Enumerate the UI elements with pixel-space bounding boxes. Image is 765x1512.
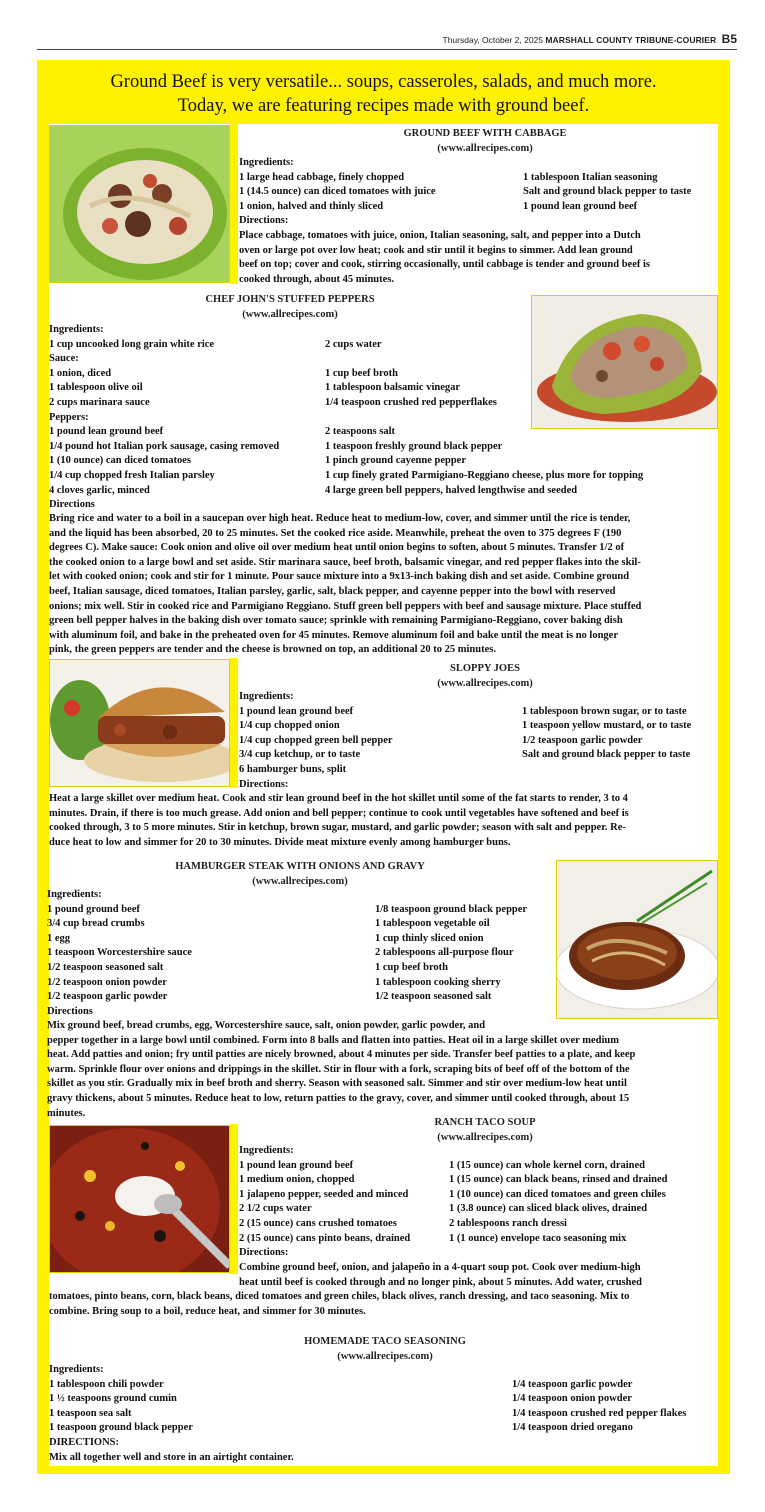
ingredient: 1 tablespoon Italian seasoning xyxy=(523,171,658,183)
recipe6-ingredients-col2 xyxy=(512,1363,686,1436)
ingredient: 1 pound lean ground beef xyxy=(523,200,638,212)
ingredient: 1 pound lean ground beef xyxy=(239,705,354,717)
ingredient xyxy=(325,411,643,426)
ingredient: 1/4 cup chopped green bell pepper xyxy=(239,734,393,746)
ingredient: 1/4 teaspoon dried oregano xyxy=(512,1422,633,1434)
recipe1-ingredients-label: Ingredients: xyxy=(239,157,294,168)
recipe3-source: (www.allrecipes.com) xyxy=(437,678,533,689)
ingredient: 1/4 teaspoon garlic powder xyxy=(512,1378,633,1390)
recipe2-ingredients-col2 xyxy=(325,323,643,498)
ingredient: 1/2 teaspoon seasoned salt xyxy=(47,961,164,973)
ingredient: 1 cup beef broth xyxy=(375,961,449,973)
recipe4-ingredients-col2 xyxy=(375,888,527,1005)
recipe4-source: (www.allrecipes.com) xyxy=(252,876,348,887)
yellow-gutter-1 xyxy=(230,124,238,284)
recipe4-title: HAMBURGER STEAK WITH ONIONS AND GRAVY xyxy=(175,861,425,872)
ingredient: 2 teaspoons salt xyxy=(325,426,396,438)
recipe5-source: (www.allrecipes.com) xyxy=(437,1132,533,1143)
ingredient: 1 cup thinly sliced onion xyxy=(375,932,484,944)
masthead xyxy=(37,32,737,50)
ingredients-label: Ingredients: xyxy=(49,324,104,335)
ingredient: 1 cup beef broth xyxy=(325,367,399,379)
section-label: Sauce: xyxy=(49,353,79,365)
recipe6-header xyxy=(245,1334,525,1364)
recipe2-ingredients-col1 xyxy=(49,323,279,513)
recipe1-directions xyxy=(239,229,650,287)
yellow-band-right xyxy=(718,124,722,1466)
ingredient: 1 (15 ounce) can black beans, rinsed and drained xyxy=(449,1174,668,1186)
ingredient: 1 teaspoon sea salt xyxy=(49,1407,132,1419)
recipe1-header xyxy=(345,126,625,156)
ingredients-label: Ingredients: xyxy=(47,889,102,900)
ingredient: 1 (10 ounce) can diced tomatoes xyxy=(49,455,192,467)
direction-line: gravy thickens, about 5 minutes. Reduce heat to low, return patties to the gravy, cover, and simmer until cooked through, about 15 xyxy=(47,1092,630,1104)
direction-line: cooked through, 3 to 5 more minutes. Stir in ketchup, brown sugar, mustard, and garlic powder; season with salt and pepper. Re- xyxy=(49,822,626,834)
ingredient: 1/2 teaspoon onion powder xyxy=(47,976,167,988)
ingredient: 1 teaspoon Worcestershire sauce xyxy=(47,947,192,959)
recipe5-title: RANCH TACO SOUP xyxy=(434,1117,536,1128)
ingredient xyxy=(375,888,527,903)
direction-line: heat. Add patties and onion; fry until patties are nicely browned, about 4 minutes per side. Transfer beef patties to a plate, and keep xyxy=(47,1049,636,1061)
ingredient: 1 onion, diced xyxy=(49,367,112,379)
direction-line: oven or large pot over low heat; cook and stir until it begins to simmer. Add lean ground xyxy=(239,244,633,256)
ingredient: Salt and ground black pepper to taste xyxy=(523,186,692,198)
direction-line: Mix ground beef, bread crumbs, egg, Worcestershire sauce, salt, onion powder, garlic powder, and xyxy=(47,1020,486,1031)
ingredient: 1 large head cabbage, finely chopped xyxy=(239,171,405,183)
recipe2-source: (www.allrecipes.com) xyxy=(242,309,338,320)
ingredient: 2 (15 ounce) cans crushed tomatoes xyxy=(239,1217,397,1229)
masthead-paper: MARSHALL COUNTY TRIBUNE-COURIER xyxy=(545,35,717,45)
recipe1-ingredients-col1 xyxy=(239,171,436,229)
ingredient: 1 jalapeno pepper, seeded and minced xyxy=(239,1188,409,1200)
ingredient: 1/2 teaspoon garlic powder xyxy=(522,734,643,746)
direction-line: Place cabbage, tomatoes with juice, onion, Italian seasoning, salt, and pepper into a Dutch xyxy=(239,230,641,241)
direction-line: combine. Bring soup to a boil, reduce heat, and simmer for 30 minutes. xyxy=(49,1305,366,1317)
recipe4-ingredients-col1 xyxy=(47,888,192,1019)
ingredient: 1 tablespoon vegetable oil xyxy=(375,918,490,930)
ingredient: 1/4 teaspoon crushed red pepperflakes xyxy=(325,396,497,408)
recipe4-header xyxy=(125,859,475,889)
ingredient: 1/2 teaspoon seasoned salt xyxy=(375,991,492,1003)
recipe3-title: SLOPPY JOES xyxy=(450,663,520,674)
yellow-gutter-3 xyxy=(230,658,238,788)
ingredient: 1 (3.8 ounce) can sliced black olives, drained xyxy=(449,1203,648,1215)
ingredient: 1/8 teaspoon ground black pepper xyxy=(375,903,528,915)
direction-line: beef on top; cover and cook, stirring occasionally, until cabbage is tender and ground beef is xyxy=(239,259,650,271)
directions-label: DIRECTIONS: xyxy=(49,1436,120,1448)
ingredient: 1 tablespoon cooking sherry xyxy=(375,976,501,988)
ingredient: 1 pinch ground cayenne pepper xyxy=(325,455,466,467)
ingredient: 3/4 cup ketchup, or to taste xyxy=(239,749,361,761)
ingredient: 1/4 pound hot Italian pork sausage, casing removed xyxy=(49,440,280,452)
recipe2-title: CHEF JOHN'S STUFFED PEPPERS xyxy=(205,294,375,305)
direction-line: minutes. Drain, if there is too much grease. Add onion and bell pepper; continue to cook until vegetables have softened and beef is xyxy=(49,807,629,819)
recipe1-ingredients-col2 xyxy=(523,171,691,215)
ingredient: 1 teaspoon freshly ground black pepper xyxy=(325,440,503,452)
intro-text xyxy=(45,70,722,118)
recipe3-ingredients-col1 xyxy=(239,690,393,792)
ingredient xyxy=(325,352,643,367)
direction-line: and the liquid has been absorbed, 20 to 25 minutes. Set the cooked rice aside. Meanwhile, preheat the oven to 375 degrees F (190 xyxy=(49,527,622,539)
recipe3-directions xyxy=(49,792,629,850)
section-label: Peppers: xyxy=(49,411,89,423)
ingredient: 1 (14.5 ounce) can diced tomatoes with juice xyxy=(239,186,436,198)
ingredient: 1 onion, halved and thinly sliced xyxy=(239,200,384,212)
ingredient: 2 tablespoons ranch dressi xyxy=(449,1217,567,1229)
ingredient: 1 pound ground beef xyxy=(47,903,140,915)
direction-line: beef, Italian sausage, diced tomatoes, Italian parsley, garlic, salt, black pepper, and cayenne pepper into the bowl with reserved xyxy=(49,585,616,597)
direction-line: the cooked onion to a large bowl and set aside. Stir marinara sauce, beef broth, balsamic vinegar, and red pepper flakes into the skil- xyxy=(49,556,641,568)
ingredients-label: Ingredients: xyxy=(49,1364,104,1375)
yellow-gutter-5 xyxy=(230,1124,238,1274)
masthead-date: Thursday, October 2, 2025 xyxy=(442,35,543,45)
direction-line: heat until beef is cooked through and no longer pink, about 5 minutes. Add water, crushed xyxy=(239,1276,642,1288)
recipe4-directions xyxy=(47,1019,635,1121)
recipe6-title: HOMEMADE TACO SEASONING xyxy=(304,1336,466,1347)
direction-line: minutes. xyxy=(47,1107,86,1119)
intro-line-1: Ground Beef is very versatile... soups, casseroles, salads, and much more. xyxy=(110,72,657,92)
direction-line: pink, the green peppers are tender and the cheese is browned on top, an additional 20 to 25 minutes. xyxy=(49,644,496,656)
taco-soup-photo xyxy=(49,1125,230,1273)
ingredient: 1/4 cup chopped onion xyxy=(239,720,340,732)
ingredient: 1 (15 ounce) can whole kernel corn, drained xyxy=(449,1159,645,1171)
recipe5-directions-b xyxy=(49,1290,629,1319)
ingredients-label: Ingredients: xyxy=(239,1145,294,1156)
ingredient: 1 tablespoon brown sugar, or to taste xyxy=(522,705,687,717)
direction-line: Heat a large skillet over medium heat. Cook and stir lean ground beef in the hot skillet until some of the fat starts to render, 3 to 4 xyxy=(49,793,628,804)
direction-line: warm. Sprinkle flour over onions and drippings in the skillet. Stir in flour with a fork, scraping bits of beef off of the bottom of the xyxy=(47,1063,630,1075)
ingredient: 1 pound lean ground beef xyxy=(49,426,164,438)
directions-label: Directions xyxy=(47,1005,93,1017)
ingredient: 2 1/2 cups water xyxy=(239,1203,312,1215)
recipe3-ingredients-col2 xyxy=(522,690,691,763)
ingredient xyxy=(512,1363,686,1378)
intro-line-2: Today, we are featuring recipes made with ground beef. xyxy=(177,96,590,116)
masthead-page: B5 xyxy=(721,32,737,46)
direction-line: Mix all together well and store in an airtight container. xyxy=(49,1451,294,1463)
recipe6-source: (www.allrecipes.com) xyxy=(337,1351,433,1362)
ingredient xyxy=(522,690,691,705)
ingredient: 3/4 cup bread crumbs xyxy=(47,918,145,930)
direction-line: onions; mix well. Stir in cooked rice and Parmigiano Reggiano. Stuff green bell peppers with beef and sausage mixture. Place stuffed xyxy=(49,600,642,612)
ingredient xyxy=(325,323,643,338)
direction-line: green bell pepper halves in the baking dish over tomato sauce; sprinkle with remaining Parmigiano-Reggiano, cover baking dish xyxy=(49,615,623,627)
recipe1-title: GROUND BEEF WITH CABBAGE xyxy=(403,128,567,139)
ingredients-label: Ingredients: xyxy=(239,691,294,702)
ingredient: 1 tablespoon olive oil xyxy=(49,382,143,394)
ingredient: 1/2 teaspoon garlic powder xyxy=(47,991,168,1003)
ingredient xyxy=(449,1144,668,1159)
ingredient: 1/4 teaspoon onion powder xyxy=(512,1393,632,1405)
ingredient: 6 hamburger buns, split xyxy=(239,763,347,775)
direction-line: with aluminum foil, and bake in the preheated oven for 45 minutes. Remove aluminum foil and bake until the meat is no longer xyxy=(49,629,618,641)
recipe6-ingredients-col1 xyxy=(49,1363,294,1465)
ingredient: 1 tablespoon chili powder xyxy=(49,1378,164,1390)
ingredient: 1/4 teaspoon crushed red pepper flakes xyxy=(512,1407,687,1419)
ingredient: 1 pound lean ground beef xyxy=(239,1159,354,1171)
direction-line: Bring rice and water to a boil in a saucepan over high heat. Reduce heat to medium-low, cover, and simmer until the rice is tender, xyxy=(49,513,631,524)
direction-line: let with cooked onion; cook and stir for 1 minute. Pour sauce mixture into a 9x13-inch baking dish and set aside. Combine ground xyxy=(49,571,630,583)
directions-label: Directions: xyxy=(239,778,289,790)
sloppy-joe-photo xyxy=(49,659,230,787)
ingredient: 2 cups marinara sauce xyxy=(49,396,150,408)
ingredient: 1 teaspoon ground black pepper xyxy=(49,1422,193,1434)
ingredient: 2 cups water xyxy=(325,338,382,350)
ingredient: 1 cup uncooked long grain white rice xyxy=(49,338,215,350)
ingredient: 1 (1 ounce) envelope taco seasoning mix xyxy=(449,1232,627,1244)
recipe5-header xyxy=(345,1115,625,1145)
ingredient: 1 ½ teaspoons ground cumin xyxy=(49,1393,177,1405)
direction-line: duce heat to low and simmer for 20 to 30 minutes. Divide meat mixture evenly among hamburger buns. xyxy=(49,836,511,848)
direction-line: Combine ground beef, onion, and jalapeño in a 4-quart soup pot. Cook over medium-high xyxy=(239,1262,641,1273)
direction-line: cooked through, about 45 minutes. xyxy=(239,273,394,285)
direction-line: skillet as you stir. Gradually mix in beef broth and sherry. Season with seasoned salt. Simmer and stir over medium-low heat until xyxy=(47,1078,627,1090)
direction-line: degrees C). Make sauce: Cook onion and olive oil over medium heat until onion begins to soften, about 5 minutes. Transfer 1/2 of xyxy=(49,542,625,554)
cabbage-beef-photo xyxy=(49,125,230,283)
ingredient: 1 medium onion, chopped xyxy=(239,1174,355,1186)
ingredient: 1 egg xyxy=(47,932,71,944)
ingredient: 1 tablespoon balsamic vinegar xyxy=(325,382,461,394)
direction-line: tomatoes, pinto beans, corn, black beans, diced tomatoes and green chiles, black olives, ranch dressing, and taco seasoning. Mix to xyxy=(49,1291,630,1302)
ingredient: 4 large green bell peppers, halved lengthwise and seeded xyxy=(325,484,578,496)
recipe-feature-box xyxy=(37,60,730,1474)
ingredient: 2 (15 ounce) cans pinto beans, drained xyxy=(239,1232,411,1244)
recipe1-source: (www.allrecipes.com) xyxy=(437,143,533,154)
ingredient: 2 tablespoons all-purpose flour xyxy=(375,947,514,959)
recipe5-directions-a xyxy=(239,1261,642,1290)
recipe2-directions xyxy=(49,512,641,658)
recipe1-directions-label: Directions: xyxy=(239,215,289,227)
directions-label: Directions xyxy=(49,499,95,511)
directions-label: Directions: xyxy=(239,1247,289,1259)
ingredient: 1 (10 ounce) can diced tomatoes and green chiles xyxy=(449,1188,666,1200)
recipe2-header xyxy=(145,292,435,322)
recipe3-header xyxy=(345,661,625,691)
direction-line: pepper together in a large bowl until combined. Form into 8 balls and flatten into patties. Heat oil in a large skillet over medium xyxy=(47,1034,619,1046)
ingredient: 4 cloves garlic, minced xyxy=(49,484,150,496)
recipe5-ingredients-col1 xyxy=(239,1144,410,1261)
ingredient: 1 cup finely grated Parmigiano-Reggiano cheese, plus more for topping xyxy=(325,469,644,481)
hamburger-steak-photo xyxy=(556,860,718,1019)
ingredient: Salt and ground black pepper to taste xyxy=(522,749,691,761)
recipe5-ingredients-col2 xyxy=(449,1144,668,1246)
ingredient: 1 teaspoon yellow mustard, or to taste xyxy=(522,720,692,732)
ingredient: 1/4 cup chopped fresh Italian parsley xyxy=(49,469,215,481)
